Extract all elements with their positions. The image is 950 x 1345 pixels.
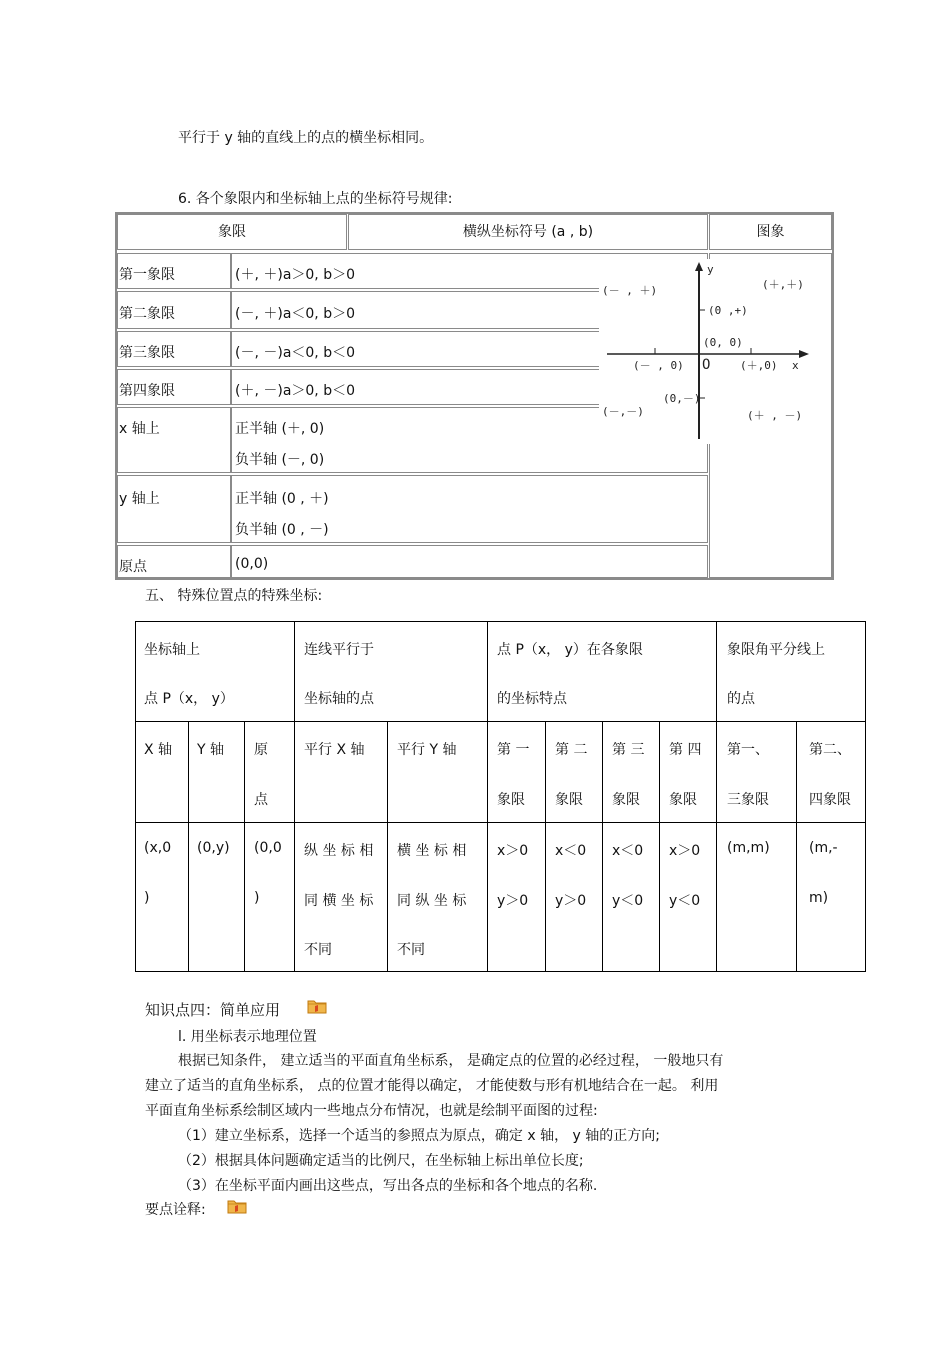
neg-x-label: (－ , 0) [633, 359, 684, 372]
step-line: （2）根据具体问题确定适当的比例尺，在坐标轴上标出单位长度; [178, 1153, 584, 1169]
knowledge-4-title: 知识点四：简单应用 [145, 1001, 281, 1019]
row-label: 第三象限 [119, 345, 175, 361]
subheader: 四象限 [809, 792, 851, 808]
intro-line: 平行于 y 轴的直线上的点的横坐标相同。 [178, 130, 434, 146]
y-axis-label: y [707, 263, 714, 276]
neg-y-label: (0,－) [663, 392, 701, 405]
row-label: x 轴上 [119, 421, 160, 437]
paragraph-line: 根据已知条件， 建立适当的平面直角坐标系， 是确定点的位置的必经过程， 一般地只有 [178, 1053, 724, 1069]
row-divider [136, 822, 865, 823]
value-cell: y＞0 [555, 893, 587, 909]
folder-icon[interactable] [227, 1198, 247, 1214]
q4-label: (＋ , －) [747, 409, 803, 422]
step-line: （3）在坐标平面内画出这些点，写出各点的坐标和各个地点的名称. [178, 1178, 598, 1194]
subheader: 平行 X 轴 [304, 742, 365, 758]
value-cell: m) [809, 890, 829, 906]
value-cell: 横 坐 标 相 [397, 843, 467, 859]
group-header: 的坐标特点 [497, 691, 567, 707]
row-label: 第一象限 [119, 267, 175, 283]
header-sign: 横纵坐标符号 (a , b) [348, 214, 708, 250]
q2-label: (－ , ＋) [602, 284, 658, 297]
subheader: 第 四 [669, 742, 702, 758]
row-sign: (＋, ＋)a＞0, b＞0 [235, 267, 356, 283]
row-sign: (0,0) [235, 556, 269, 572]
x-axis-label: x [792, 359, 799, 372]
row-label: 原点 [119, 559, 147, 575]
q3-label: (－,－) [602, 405, 644, 418]
col-divider [659, 721, 660, 971]
group-header: 坐标轴上 [144, 642, 200, 658]
value-cell: 不同 [304, 942, 332, 958]
value-cell: 不同 [397, 942, 425, 958]
group-header: 坐标轴的点 [304, 691, 374, 707]
value-cell: 纵 坐 标 相 [304, 843, 374, 859]
pos-y-label: (0 ,+) [708, 304, 748, 317]
col-divider [294, 622, 295, 971]
subheader: 象限 [497, 792, 525, 808]
subheader: 原 [254, 742, 268, 758]
col-divider [188, 721, 189, 971]
group-header: 点 P（x， y）在各象限 [497, 642, 643, 658]
table-row [117, 475, 231, 543]
value-cell: (0,y) [197, 840, 230, 856]
subheader: 点 [254, 792, 268, 808]
quadrant-sign-table [115, 212, 834, 580]
subheader: X 轴 [144, 742, 173, 758]
table-row [117, 407, 231, 473]
value-cell: x＜0 [555, 843, 587, 859]
subheader: 三象限 [727, 792, 769, 808]
row-sign: 负半轴 (0 , －) [235, 522, 329, 538]
value-cell: x＞0 [669, 843, 701, 859]
subheader: 第一、 [727, 742, 769, 758]
value-cell: 同 横 坐 标 [304, 893, 374, 909]
header-diagram: 图象 [709, 214, 832, 250]
special-coordinates-table [135, 621, 866, 972]
key-points-label: 要点诠释: [145, 1202, 206, 1218]
q1-label: (＋,＋) [762, 278, 804, 291]
step-line: （1）建立坐标系，选择一个适当的参照点为原点，确定 x 轴， y 轴的正方向; [178, 1128, 660, 1144]
subheader: 第 三 [612, 742, 645, 758]
row-sign: (－, ＋)a＜0, b＞0 [235, 306, 356, 322]
group-header: 连线平行于 [304, 642, 374, 658]
group-header: 的点 [727, 691, 755, 707]
item-1-title: l. 用坐标表示地理位置 [178, 1029, 317, 1045]
pos-x-label: (＋,0) [740, 359, 778, 372]
group-header: 象限角平分线上 [727, 642, 825, 658]
quadrant-diagram [599, 259, 811, 444]
paragraph-line: 建立了适当的直角坐标系， 点的位置才能得以确定， 才能使数与形有机地结合在一起。 利用 [145, 1078, 719, 1094]
row-divider [136, 721, 865, 722]
value-cell: y＜0 [669, 893, 701, 909]
table-row [231, 545, 708, 578]
col-divider [387, 721, 388, 971]
value-cell: (m,m) [727, 840, 770, 856]
value-cell: (m,- [809, 840, 838, 856]
row-label: y 轴上 [119, 491, 160, 507]
folder-icon[interactable] [307, 998, 327, 1014]
subheader: 平行 Y 轴 [397, 742, 457, 758]
value-cell: x＞0 [497, 843, 529, 859]
row-sign: 正半轴 (＋, 0) [235, 421, 325, 437]
row-label: 第四象限 [119, 383, 175, 399]
origin-label: O [702, 357, 711, 373]
value-cell: (0,0 [254, 840, 282, 856]
header-quadrant: 象限 [117, 214, 347, 250]
value-cell: x＜0 [612, 843, 644, 859]
value-cell: 同 纵 坐 标 [397, 893, 467, 909]
subheader: 象限 [669, 792, 697, 808]
subheader: 象限 [555, 792, 583, 808]
subheader: 第二、 [809, 742, 851, 758]
subheader: 第 二 [555, 742, 588, 758]
section-5-title: 五、 特殊位置点的特殊坐标: [145, 588, 323, 604]
value-cell: ) [254, 890, 260, 906]
subheader: 象限 [612, 792, 640, 808]
row-sign: (－, －)a＜0, b＜0 [235, 345, 356, 361]
subheader: 第 一 [497, 742, 530, 758]
row-sign: 负半轴 (－, 0) [235, 452, 325, 468]
col-divider [602, 721, 603, 971]
row-sign: 正半轴 (0 , ＋) [235, 491, 329, 507]
col-divider [545, 721, 546, 971]
paragraph-line: 平面直角坐标系绘制区域内一些地点分布情况，也就是绘制平面图的过程: [145, 1103, 598, 1119]
group-header: 点 P（x， y） [144, 691, 234, 707]
value-cell: y＞0 [497, 893, 529, 909]
col-divider [244, 721, 245, 971]
origin-coord-label: (0, 0) [703, 336, 743, 349]
col-divider [796, 721, 797, 971]
row-sign: (＋, －)a＞0, b＜0 [235, 383, 356, 399]
value-cell: (x,0 [144, 840, 172, 856]
value-cell: ) [144, 890, 150, 906]
subheader: Y 轴 [197, 742, 225, 758]
row-label: 第二象限 [119, 306, 175, 322]
col-divider [487, 622, 488, 971]
section-6-title: 6. 各个象限内和坐标轴上点的坐标符号规律: [178, 191, 453, 207]
col-divider [716, 622, 717, 971]
value-cell: y＜0 [612, 893, 644, 909]
